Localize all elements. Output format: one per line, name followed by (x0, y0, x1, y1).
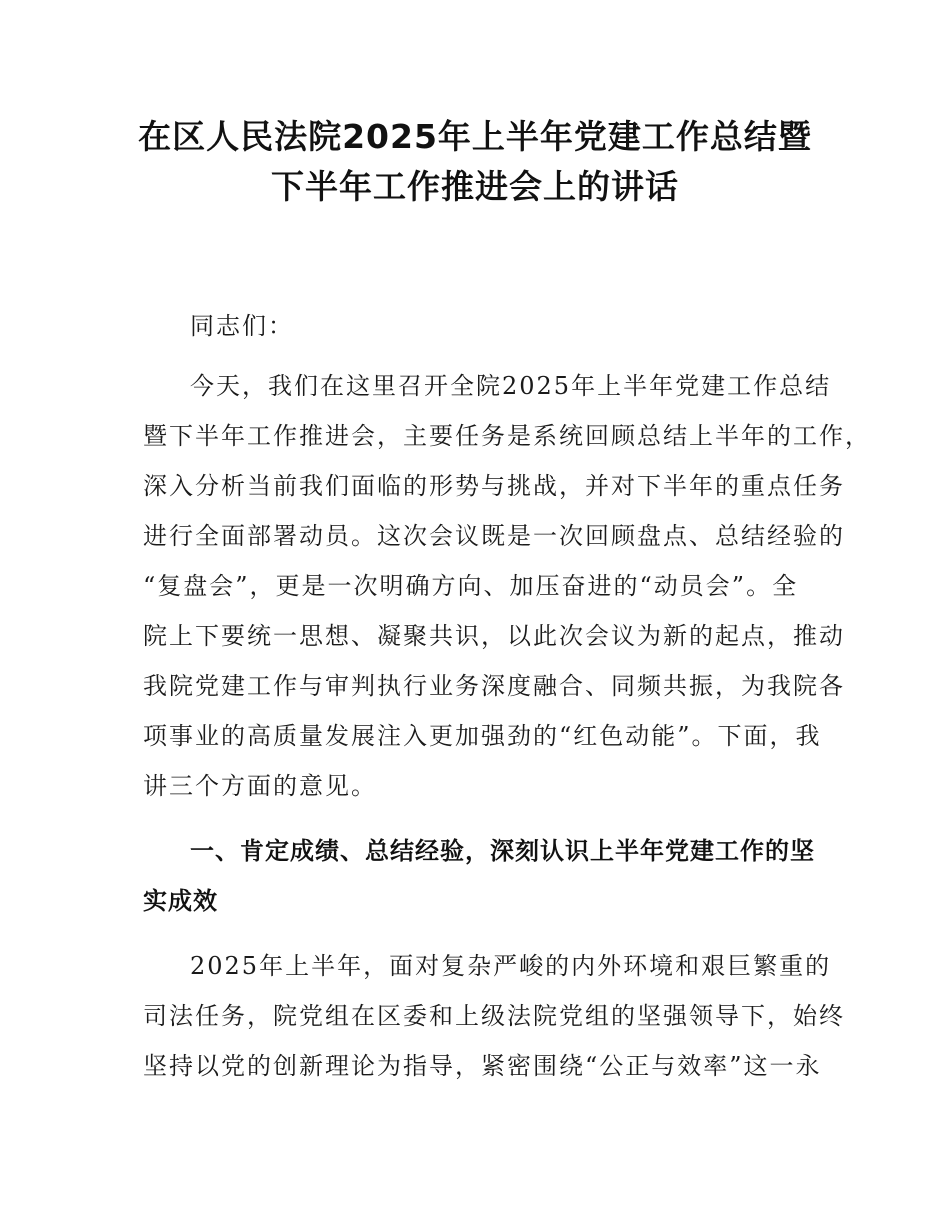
section-heading-line: 一、肯定成绩、总结经验，深刻认识上半年党建工作的坚 (190, 837, 815, 865)
intro-line: 我院党建工作与审判执行业务深度融合、同频共振，为我院各 (143, 672, 845, 700)
intro-line: “复盘会”，更是一次明确方向、加压奋进的“动员会”。全 (143, 572, 799, 600)
document-title (120, 112, 830, 212)
intro-line: 深入分析当前我们面临的形势与挑战，并对下半年的重点任务 (143, 472, 845, 500)
section-body-line: 司法任务，院党组在区委和上级法院党组的坚强领导下，始终 (143, 1002, 845, 1030)
intro-line: 今天，我们在这里召开全院2025年上半年党建工作总结 (190, 372, 832, 400)
title-line-2: 下半年工作推进会上的讲话 (271, 167, 679, 206)
intro-line: 项事业的高质量发展注入更加强劲的“红色动能”。下面，我 (143, 722, 822, 750)
intro-line: 讲三个方面的意见。 (143, 772, 377, 800)
section-body-line: 2025年上半年，面对复杂严峻的内外环境和艰巨繁重的 (190, 952, 832, 980)
intro-line: 暨下半年工作推进会，主要任务是系统回顾总结上半年的工作， (143, 422, 871, 450)
intro-line: 进行全面部署动员。这次会议既是一次回顾盘点、总结经验的 (143, 522, 845, 550)
intro-line: 院上下要统一思想、凝聚共识，以此次会议为新的起点，推动 (143, 622, 845, 650)
title-line-1: 在区人民法院2025年上半年党建工作总结暨 (138, 117, 812, 156)
section-heading-line: 实成效 (143, 887, 218, 915)
section-body-line: 坚持以党的创新理论为指导，紧密围绕“公正与效率”这一永 (143, 1052, 822, 1080)
salutation: 同志们： (190, 312, 294, 340)
